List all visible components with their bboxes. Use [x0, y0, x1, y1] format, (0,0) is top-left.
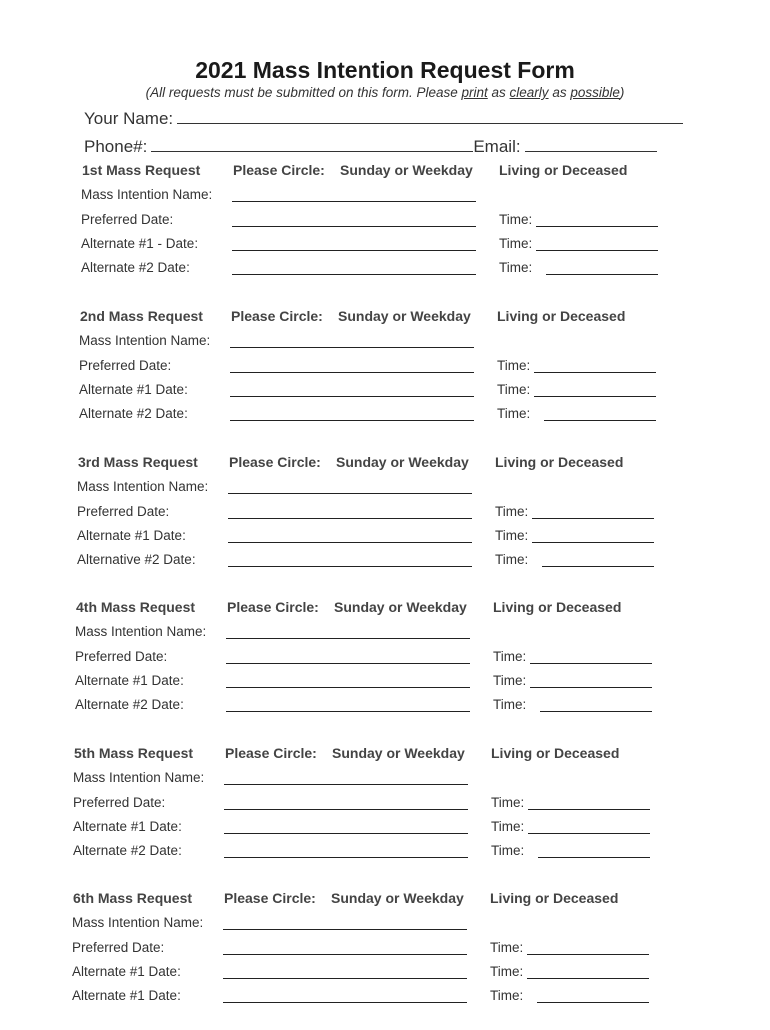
alternate-2-date-label: Alternate #2 Date: — [75, 697, 184, 712]
preferred-time-label: Time: — [493, 649, 527, 664]
mass-intention-name-field[interactable] — [230, 347, 474, 348]
mass-request-section — [0, 162, 770, 302]
status-options[interactable]: Living or Deceased — [493, 599, 622, 615]
request-heading: 2nd Mass Request — [80, 308, 203, 324]
alternate-1-date-label: Alternate #1 Date: — [77, 528, 186, 543]
alternate-1-time-label: Time: — [499, 236, 533, 251]
mass-request-section — [0, 454, 770, 594]
day-options[interactable]: Sunday or Weekday — [340, 162, 473, 178]
circle-prompt: Please Circle: — [225, 745, 317, 761]
day-options[interactable]: Sunday or Weekday — [332, 745, 465, 761]
alternate-2-date-field[interactable] — [223, 1002, 467, 1003]
alternate-2-date-label: Alternate #2 Date: — [81, 260, 190, 275]
alternate-1-date-label: Alternate #1 Date: — [79, 382, 188, 397]
preferred-date-field[interactable] — [226, 663, 470, 664]
mass-intention-name-label: Mass Intention Name: — [75, 624, 207, 639]
circle-prompt: Please Circle: — [224, 890, 316, 906]
preferred-time-label: Time: — [497, 358, 531, 373]
your-name-row — [84, 108, 683, 129]
preferred-time-field[interactable] — [532, 518, 654, 519]
preferred-time-field[interactable] — [527, 954, 649, 955]
your-name-field[interactable] — [177, 108, 683, 124]
alternate-2-time-field[interactable] — [542, 566, 654, 567]
request-heading: 5th Mass Request — [74, 745, 194, 761]
preferred-time-label: Time: — [491, 795, 525, 810]
request-heading: 4th Mass Request — [76, 599, 196, 615]
alternate-1-date-field[interactable] — [228, 542, 472, 543]
alternate-1-time-label: Time: — [495, 528, 529, 543]
circle-prompt: Please Circle: — [233, 162, 325, 178]
alternate-1-time-label: Time: — [491, 819, 525, 834]
preferred-time-field[interactable] — [534, 372, 656, 373]
alternate-2-date-label: Alternate #2 Date: — [79, 406, 188, 421]
alternate-1-time-label: Time: — [497, 382, 531, 397]
preferred-time-field[interactable] — [536, 226, 658, 227]
alternate-2-date-field[interactable] — [228, 566, 472, 567]
preferred-time-label: Time: — [490, 940, 524, 955]
mass-intention-name-label: Mass Intention Name: — [73, 770, 205, 785]
mass-request-section — [0, 308, 770, 448]
alternate-2-date-label: Alternate #2 Date: — [73, 843, 182, 858]
mass-intention-name-label: Mass Intention Name: — [81, 187, 213, 202]
preferred-date-field[interactable] — [232, 226, 476, 227]
alternate-1-date-field[interactable] — [230, 396, 474, 397]
alternate-2-date-field[interactable] — [230, 420, 474, 421]
status-options[interactable]: Living or Deceased — [495, 454, 624, 470]
alternate-1-time-field[interactable] — [536, 250, 658, 251]
form-title: 2021 Mass Intention Request Form — [195, 57, 575, 83]
phone-label: Phone#: — [84, 137, 148, 156]
day-options[interactable]: Sunday or Weekday — [338, 308, 471, 324]
mass-intention-name-label: Mass Intention Name: — [79, 333, 211, 348]
preferred-date-label: Preferred Date: — [75, 649, 168, 664]
alternate-2-time-label: Time: — [499, 260, 533, 275]
form-subtitle: (All requests must be submitted on this form. Please print as clearly as possible) — [145, 85, 625, 100]
mass-intention-name-field[interactable] — [228, 493, 472, 494]
preferred-date-label: Preferred Date: — [72, 940, 165, 955]
phone-field[interactable] — [151, 136, 473, 152]
preferred-date-field[interactable] — [223, 954, 467, 955]
circle-prompt: Please Circle: — [231, 308, 323, 324]
email-field[interactable] — [525, 136, 657, 152]
preferred-date-label: Preferred Date: — [81, 212, 174, 227]
alternate-2-date-label: Alternate #1 Date: — [72, 988, 181, 1003]
preferred-date-label: Preferred Date: — [77, 504, 170, 519]
request-heading: 3rd Mass Request — [78, 454, 198, 470]
alternate-1-time-field[interactable] — [534, 396, 656, 397]
alternate-2-time-field[interactable] — [537, 1002, 649, 1003]
alternate-1-time-field[interactable] — [530, 687, 652, 688]
preferred-date-field[interactable] — [230, 372, 474, 373]
your-name-label: Your Name: — [84, 109, 174, 128]
alternate-2-time-field[interactable] — [538, 857, 650, 858]
circle-prompt: Please Circle: — [227, 599, 319, 615]
circle-prompt: Please Circle: — [229, 454, 321, 470]
alternate-2-time-field[interactable] — [544, 420, 656, 421]
mass-intention-name-field[interactable] — [224, 784, 468, 785]
mass-request-section — [0, 599, 770, 739]
day-options[interactable]: Sunday or Weekday — [331, 890, 464, 906]
preferred-time-label: Time: — [495, 504, 529, 519]
alternate-1-time-field[interactable] — [527, 978, 649, 979]
mass-intention-name-field[interactable] — [226, 638, 470, 639]
day-options[interactable]: Sunday or Weekday — [336, 454, 469, 470]
preferred-date-label: Preferred Date: — [79, 358, 172, 373]
alternate-1-date-field[interactable] — [232, 250, 476, 251]
preferred-date-field[interactable] — [224, 809, 468, 810]
alternate-2-time-field[interactable] — [540, 711, 652, 712]
alternate-1-date-field[interactable] — [223, 978, 467, 979]
alternate-1-date-label: Alternate #1 Date: — [75, 673, 184, 688]
phone-email-row — [84, 136, 657, 157]
mass-intention-name-field[interactable] — [223, 929, 467, 930]
alternate-2-time-label: Time: — [491, 843, 525, 858]
mass-intention-name-label: Mass Intention Name: — [77, 479, 209, 494]
alternate-2-time-field[interactable] — [546, 274, 658, 275]
alternate-1-date-label: Alternate #1 - Date: — [81, 236, 199, 251]
request-heading: 6th Mass Request — [73, 890, 193, 906]
preferred-date-field[interactable] — [228, 518, 472, 519]
alternate-2-date-label: Alternative #2 Date: — [77, 552, 196, 567]
alternate-2-time-label: Time: — [497, 406, 531, 421]
alternate-2-date-field[interactable] — [226, 711, 470, 712]
alternate-1-date-label: Alternate #1 Date: — [73, 819, 182, 834]
alternate-2-date-field[interactable] — [224, 857, 468, 858]
status-options[interactable]: Living or Deceased — [491, 745, 620, 761]
mass-request-section — [0, 890, 770, 1030]
alternate-2-time-label: Time: — [495, 552, 529, 567]
mass-request-section — [0, 745, 770, 885]
preferred-time-label: Time: — [499, 212, 533, 227]
alternate-1-date-label: Alternate #1 Date: — [72, 964, 181, 979]
mass-intention-name-field[interactable] — [232, 201, 476, 202]
alternate-1-date-field[interactable] — [224, 833, 468, 834]
request-heading: 1st Mass Request — [82, 162, 201, 178]
alternate-1-time-field[interactable] — [528, 833, 650, 834]
email-label: Email: — [473, 137, 521, 156]
status-options[interactable]: Living or Deceased — [490, 890, 619, 906]
preferred-date-label: Preferred Date: — [73, 795, 166, 810]
alternate-2-time-label: Time: — [493, 697, 527, 712]
preferred-time-field[interactable] — [528, 809, 650, 810]
preferred-time-field[interactable] — [530, 663, 652, 664]
status-options[interactable]: Living or Deceased — [499, 162, 628, 178]
alternate-1-date-field[interactable] — [226, 687, 470, 688]
status-options[interactable]: Living or Deceased — [497, 308, 626, 324]
alternate-2-date-field[interactable] — [232, 274, 476, 275]
alternate-2-time-label: Time: — [490, 988, 524, 1003]
mass-intention-name-label: Mass Intention Name: — [72, 915, 204, 930]
alternate-1-time-field[interactable] — [532, 542, 654, 543]
alternate-1-time-label: Time: — [493, 673, 527, 688]
day-options[interactable]: Sunday or Weekday — [334, 599, 467, 615]
alternate-1-time-label: Time: — [490, 964, 524, 979]
